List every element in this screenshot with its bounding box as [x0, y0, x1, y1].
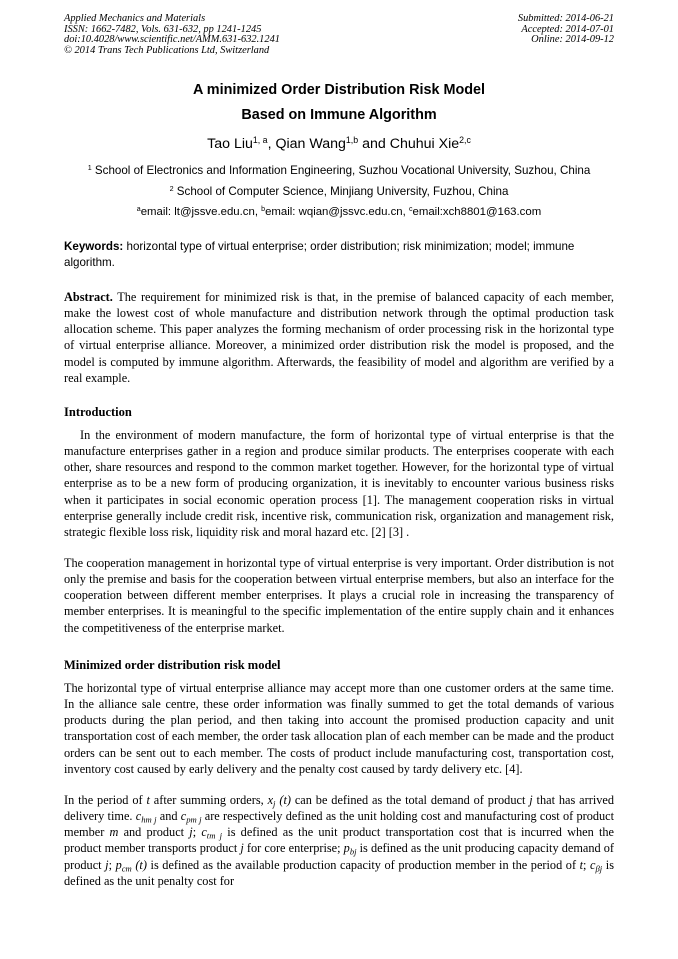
author-name: Tao Liu: [207, 136, 253, 152]
math-var: x: [267, 793, 274, 807]
affiliation-number: 2: [169, 184, 174, 194]
keywords: [64, 239, 614, 271]
accepted-date: Accepted: 2014-07-01: [521, 23, 614, 35]
math-var: c: [135, 809, 142, 824]
affiliation-text: School of Computer Science, Minjiang University, Fuzhou, China: [173, 185, 509, 198]
math-var: p: [343, 841, 350, 856]
journal-name: Applied Mechanics and Materials: [64, 13, 206, 24]
affiliation-2: [40, 185, 638, 198]
author-name: Chuhui Xie: [389, 136, 460, 152]
model-paragraph-2: In the period of t after summing orders, $x_j$ (t) can be defined as the total demand of product j that has arrived delivery time. $c_{hm j}$ and $c_{pm j}$ are respectively defined as the unit holding cost and manufacturing cost of product member m and product j; $c_{tm j}$ is defined as the unit product transportation cost that is incurred when the product member transports product j for core enterprise; $p_{bj}$ is defined as the unit producing capacity demand of product j; $p_{cm}$ (t) is defined as the available production capacity of production member in the period of t; $c_{\beta j}$ is defined as the unit penalty cost for: [64, 793, 615, 888]
section-heading-model: Minimized order distribution risk model: [64, 658, 281, 672]
math-var: c: [201, 825, 207, 840]
section-heading-introduction: Introduction: [64, 405, 132, 419]
abstract-label: Abstract.: [64, 290, 113, 304]
journal-info: [64, 14, 280, 56]
author-list: [64, 136, 614, 152]
issn: ISSN: 1662-7482, Vols. 631-632, pp 1241-1245: [64, 23, 262, 35]
submitted-date: Submitted: 2014-06-21: [517, 13, 614, 24]
author-name: Qian Wang: [275, 136, 346, 152]
online-date: Online: 2014-09-12: [531, 34, 614, 46]
copyright: © 2014 Trans Tech Publications Ltd, Switzerland: [64, 44, 270, 56]
paper-title-line1: A minimized Order Distribution Risk Model: [192, 82, 486, 98]
introduction-paragraph-1: In the environment of modern manufacture, the form of horizontal type of virtual enterprise is that the manufacture enterprises gather in a region and produce similar products. The enterprises cooperate with each other, share resources and respond to the common market together. However, for the horizontal type of virtual enterprise as to be a new form of producing organization, it is inevitably to encounter various business risks when it participates in social economic operation process [1]. The management cooperation risks in virtual enterprise generally include credit risk, incentive risk, communication risk, organization and management risk, strategic flexible loss risk, liquidity risk and moral hazard etc. [2] [3] .: [64, 428, 614, 539]
affiliation-number: 1: [87, 163, 92, 173]
author-affiliation-mark: 1,b: [345, 135, 359, 146]
math-var: c: [180, 809, 187, 824]
doi: doi:10.4028/www.scientific.net/AMM.631-632.1241: [64, 34, 280, 46]
email-text: email: lt@jssve.edu.cn,: [140, 206, 262, 218]
affiliation-text: School of Electronics and Information Engineering, Suzhou Vocational University, Suzhou, China: [91, 164, 591, 177]
email-mark: a: [136, 206, 141, 214]
email-mark: c: [408, 206, 413, 214]
author-affiliation-mark: 2,c: [459, 135, 471, 146]
model-paragraph-1: The horizontal type of virtual enterprise alliance may accept more than one customer orders at the same time. In the alliance sale centre, these order information was finally summed to get the total demands of various products during the plan period, and then taking into account the promised production capacity and unit transportation cost of each member, the order task allocation plan of each member can be made and the product orders can be sent out to each member. The costs of product include manufacturing cost, transportation cost, inventory cost caused by early delivery and the penalty cost caused by tardy delivery etc. [4].: [64, 681, 614, 776]
email-text: email: wqian@jssvc.edu.cn,: [265, 206, 409, 218]
author-separator: and: [358, 136, 390, 152]
math-var: p: [115, 857, 122, 872]
email-mark: b: [261, 206, 266, 214]
abstract-text: The requirement for minimized risk is that, in the premise of balanced capacity of each member, make the lowest cost of whole manufacture and distribution network through the optimal production task allocation scheme. This paper analyzes the forming mechanism of order processing risk in the horizontal type of virtual enterprise alliance. Moreover, a minimized order distribution risk the model is proposed, and the model is computed by immune algorithm. Afterwards, the feasibility of model and algorithm are verified by a real example.: [64, 290, 614, 385]
email-text: email:xch8801@163.com: [412, 206, 542, 218]
introduction-paragraph-2: The cooperation management in horizontal type of virtual enterprise is very important. Order distribution is not only the premise and basis for the cooperation between virtual enterprise members, but also an interface for the cooperation between different member enterprises. It plays a crucial role in increasing the transparency of member enterprises. It is meaningful to the specific implementation of the entire supply chain and it enhances the competitiveness of the enterprise market.: [64, 556, 614, 635]
author-separator: ,: [267, 136, 276, 152]
publication-dates: [518, 14, 614, 46]
email-list: [64, 206, 614, 218]
keywords-label: Keywords:: [64, 240, 124, 253]
abstract: [64, 289, 614, 386]
author-affiliation-mark: 1, a: [252, 135, 268, 146]
paper-title-line2: Based on Immune Algorithm: [241, 107, 437, 123]
affiliation-1: [40, 164, 638, 177]
math-var: c: [590, 857, 596, 872]
keywords-text: horizontal type of virtual enterprise; order distribution; risk minimization; model; immune algorithm.: [64, 240, 575, 269]
